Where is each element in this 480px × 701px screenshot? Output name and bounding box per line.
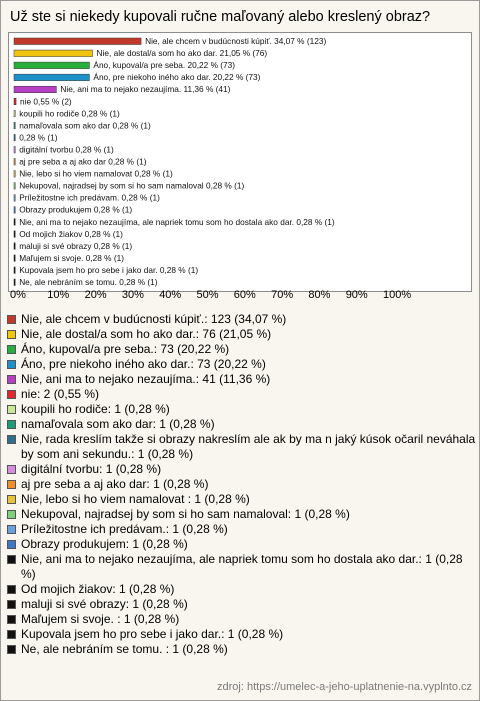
legend-item [6, 552, 476, 582]
bar-2 [14, 50, 93, 57]
legend-swatch [7, 600, 16, 609]
legend-item [6, 372, 476, 387]
legend-label: Áno, kupoval/a pre seba.: 73 (20,22 %) [21, 342, 230, 356]
bar-label-10: digitální tvorbu 0,28 % (1) [19, 144, 114, 155]
bar-10 [14, 146, 15, 153]
bar-9 [14, 134, 15, 141]
bar-label-19: Maľujem si svoje. 0,28 % (1) [19, 252, 124, 263]
bar-label-15: Obrazy produkujem 0,28 % (1) [19, 204, 133, 215]
x-tick-label: 30% [121, 289, 144, 301]
legend-item [6, 492, 476, 507]
bar-label-3: Áno, kupoval/a pre seba. 20,22 % (73) [93, 60, 236, 71]
legend-swatch [7, 645, 16, 654]
legend-label: digitální tvorbu: 1 (0,28 %) [21, 462, 162, 476]
bar-label-1: Nie, ale chcem v budúcnosti kúpiť. 34,07 % (123) [145, 36, 327, 46]
bar-label-21: Ne, ale nebráním se tomu. 0,28 % (1) [19, 277, 158, 287]
legend-item [6, 627, 476, 642]
legend-label: Nie, rada kreslím takže si obrazy nakreslím ale ak by ma n jaký kúsok očaril neváhala by som ani sekundu.: 1 (0,28 %) [21, 432, 476, 461]
legend-item [6, 312, 476, 327]
legend-label: Kupovala jsem ho pro sebe i jako dar.: 1 (0,28 %) [21, 627, 284, 641]
x-tick-label: 20% [84, 289, 107, 301]
legend-swatch [7, 525, 16, 534]
bar-8 [14, 122, 15, 129]
chart-title: Už ste si niekedy kupovali ručne maľovaný alebo kreslený obraz? [10, 9, 431, 25]
x-tick-label: 70% [271, 289, 294, 301]
legend-item [6, 612, 476, 627]
legend-item [6, 597, 476, 612]
bar-label-2: Nie, ale dostal/a som ho ako dar. 21,05 % (76) [96, 48, 268, 59]
legend-item [6, 417, 476, 432]
bar-3 [14, 62, 89, 69]
bar-17 [14, 231, 15, 238]
legend-swatch [7, 540, 16, 549]
legend-item [6, 507, 476, 522]
bar-13 [14, 183, 15, 190]
legend-swatch [7, 345, 16, 354]
bar-21 [14, 279, 15, 286]
legend-label: koupili ho rodiče: 1 (0,28 %) [21, 402, 170, 416]
bar-15 [14, 207, 15, 214]
bar-label-13: Nekupoval, najradsej by som si ho sam namaloval 0,28 % (1) [19, 180, 245, 191]
bar-label-6: nie 0,55 % (2) [20, 96, 72, 107]
bar-label-5: Nie, ani ma to nejako nezaujíma. 11,36 % (41) [60, 84, 231, 95]
bar-11 [14, 159, 15, 166]
bar-4 [14, 74, 89, 81]
legend-label: maluji si své obrazy: 1 (0,28 %) [21, 597, 188, 611]
bar-5 [14, 86, 56, 93]
legend-swatch [7, 390, 16, 399]
bar-16 [14, 219, 15, 226]
legend-item [6, 357, 476, 372]
legend-item [6, 387, 476, 402]
x-tick-label: 40% [159, 289, 182, 301]
legend-label: Nie, lebo si ho viem namalovat : 1 (0,28 %) [21, 492, 250, 506]
legend-swatch [7, 480, 16, 489]
legend-label: Nekupoval, najradsej by som si ho sam namaloval: 1 (0,28 %) [21, 507, 350, 521]
legend-label: Obrazy produkujem: 1 (0,28 %) [21, 537, 188, 551]
legend-item [6, 342, 476, 357]
bar-12 [14, 171, 15, 178]
bar-label-9: 0,28 % (1) [19, 132, 58, 143]
bar-7 [14, 110, 15, 117]
legend-swatch [7, 360, 16, 369]
bar-18 [14, 243, 15, 250]
legend-swatch [7, 630, 16, 639]
legend-swatch [7, 405, 16, 414]
legend-label: nie: 2 (0,55 %) [21, 387, 100, 401]
legend-swatch [7, 510, 16, 519]
legend-label: Nie, ale dostal/a som ho ako dar.: 76 (21,05 %) [21, 327, 272, 341]
legend-swatch [7, 465, 16, 474]
bar-label-8: namaľovala som ako dar 0,28 % (1) [19, 120, 151, 131]
legend-swatch [7, 375, 16, 384]
legend-item [6, 522, 476, 537]
bar-label-17: Od mojich žiakov 0,28 % (1) [19, 228, 123, 239]
x-tick-label: 10% [47, 289, 70, 301]
legend-label: Maľujem si svoje. : 1 (0,28 %) [21, 612, 180, 626]
legend-swatch [7, 615, 16, 624]
bar-6 [14, 98, 16, 105]
legend-label: Ne, ale nebráním se tomu. : 1 (0,28 %) [21, 642, 228, 656]
bar-label-4: Áno, pre niekoho iného ako dar. 20,22 % (73) [93, 72, 261, 83]
legend-label: aj pre seba a aj ako dar: 1 (0,28 %) [21, 477, 209, 491]
legend-label: Nie, ani ma to nejako nezaujíma.: 41 (11,36 %) [21, 372, 271, 386]
bar-label-18: maluji si své obrazy 0,28 % (1) [19, 240, 133, 251]
x-tick-label: 100% [383, 289, 412, 301]
legend-label: namaľovala som ako dar: 1 (0,28 %) [21, 417, 215, 431]
x-tick-label: 60% [233, 289, 256, 301]
bar-label-20: Kupovala jsem ho pro sebe i jako dar. 0,28 % (1) [19, 264, 199, 275]
x-tick-label: 90% [345, 289, 368, 301]
legend-label: Áno, pre niekoho iného ako dar.: 73 (20,22 %) [21, 357, 266, 371]
source-note: zdroj: https://umelec-a-jeho-uplatnenie-na.vyplnto.cz [217, 681, 472, 693]
bar-label-7: koupili ho rodiče 0,28 % (1) [19, 108, 120, 119]
legend-item [6, 402, 476, 417]
x-tick-label: 50% [196, 289, 219, 301]
legend-swatch [7, 495, 16, 504]
bar-label-11: aj pre seba a aj ako dar 0,28 % (1) [19, 156, 147, 167]
x-tick-label: 80% [308, 289, 331, 301]
legend-item [6, 327, 476, 342]
x-tick-label: 0% [10, 289, 26, 301]
legend-label: Nie, ale chcem v budúcnosti kúpiť.: 123 (34,07 %) [21, 312, 287, 326]
legend-item [6, 537, 476, 552]
bar-label-16: Nie, ani ma to nejako nezaujíma, ale napriek tomu som ho dostala ako dar. 0,28 % (1) [19, 216, 335, 227]
bar-label-14: Príležitostne ich predávam. 0,28 % (1) [19, 192, 160, 203]
legend-label: Príležitostne ich predávam.: 1 (0,28 %) [21, 522, 228, 536]
bar-1 [14, 38, 141, 45]
legend-item [6, 642, 476, 657]
legend-label: Nie, ani ma to nejako nezaujíma, ale napriek tomu som ho dostala ako dar.: 1 (0,28 %) [21, 552, 463, 581]
bar-chart [0, 32, 480, 302]
legend-item [6, 432, 476, 462]
bar-14 [14, 195, 15, 202]
legend-swatch [7, 330, 16, 339]
legend-swatch [7, 435, 16, 444]
bar-20 [14, 267, 15, 274]
bar-19 [14, 255, 15, 262]
legend-item [6, 477, 476, 492]
bar-label-12: Nie, lebo si ho viem namalovat 0,28 % (1) [19, 168, 173, 179]
legend-item [6, 462, 476, 477]
legend-swatch [7, 420, 16, 429]
legend-label: Od mojich žiakov: 1 (0,28 %) [21, 582, 175, 596]
legend-swatch [7, 555, 16, 564]
legend-swatch [7, 585, 16, 594]
chart-legend [6, 312, 476, 657]
legend-swatch [7, 315, 16, 324]
legend-item [6, 582, 476, 597]
